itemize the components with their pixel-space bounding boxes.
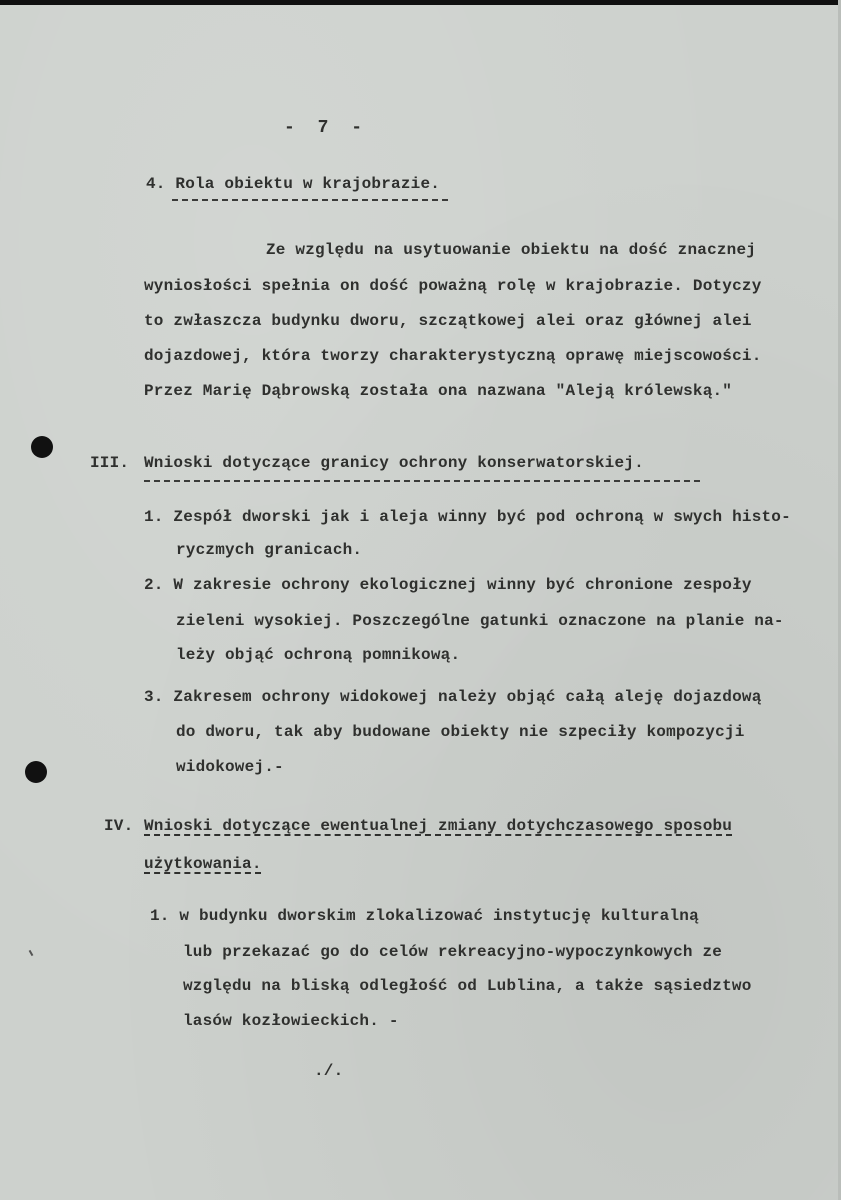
section-numeral-iii: III. (90, 454, 130, 472)
heading-underline (144, 480, 700, 482)
list-item-line: 3. Zakresem ochrony widokowej należy objąć całą aleję dojazdową (144, 688, 762, 706)
scan-speck (29, 950, 34, 956)
page-number: - 7 - (284, 118, 369, 138)
paragraph-line: wyniosłości spełnia on dość poważną rolę w krajobrazie. Dotyczy (144, 277, 762, 295)
list-item-line: zieleni wysokiej. Poszczególne gatunki oznaczone na planie na- (176, 612, 784, 630)
section-heading-4: 4. Rola obiektu w krajobrazie. (146, 175, 441, 193)
list-item-line: lasów kozłowieckich. - (183, 1012, 399, 1030)
section-heading-iv-line1: Wnioski dotyczące ewentualnej zmiany dotychczasowego sposobu (144, 817, 733, 835)
list-item-line: względu na bliską odległość od Lublina, a także sąsiedztwo (183, 977, 752, 995)
list-item-line: do dworu, tak aby budowane obiekty nie szpeciły kompozycji (176, 723, 745, 741)
list-item-line: leży objąć ochroną pomnikową. (176, 646, 461, 664)
list-item-line: 1. w budynku dworskim zlokalizować instytucję kulturalną (150, 907, 699, 925)
list-item-line: widokowej.- (176, 758, 284, 776)
section-heading-iii: Wnioski dotyczące granicy ochrony konserwatorskiej. (144, 454, 644, 472)
section-numeral-iv: IV. (104, 817, 134, 835)
continuation-mark: ./. (314, 1062, 344, 1080)
paragraph-line: dojazdowej, która tworzy charakterystyczną oprawę miejscowości. (144, 347, 762, 365)
list-item-line: 2. W zakresie ochrony ekologicznej winny być chronione zespoły (144, 576, 752, 594)
paragraph-line: Przez Marię Dąbrowską została ona nazwana "Aleją królewską." (144, 382, 733, 400)
paragraph-line: to zwłaszcza budynku dworu, szczątkowej alei oraz głównej alei (144, 312, 752, 330)
list-item-line: ryczmych granicach. (176, 541, 363, 559)
list-item-line: 1. Zespół dworski jak i aleja winny być pod ochroną w swych histo- (144, 508, 791, 526)
heading-underline (172, 199, 448, 201)
scan-top-edge (0, 0, 841, 5)
punch-hole-icon (25, 761, 47, 783)
section-heading-iv-line2: użytkowania. (144, 855, 262, 873)
punch-hole-icon (31, 436, 53, 458)
list-item-line: lub przekazać go do celów rekreacyjno-wypoczynkowych ze (183, 943, 723, 961)
paragraph-line: Ze względu na usytuowanie obiektu na dość znacznej (266, 241, 757, 259)
